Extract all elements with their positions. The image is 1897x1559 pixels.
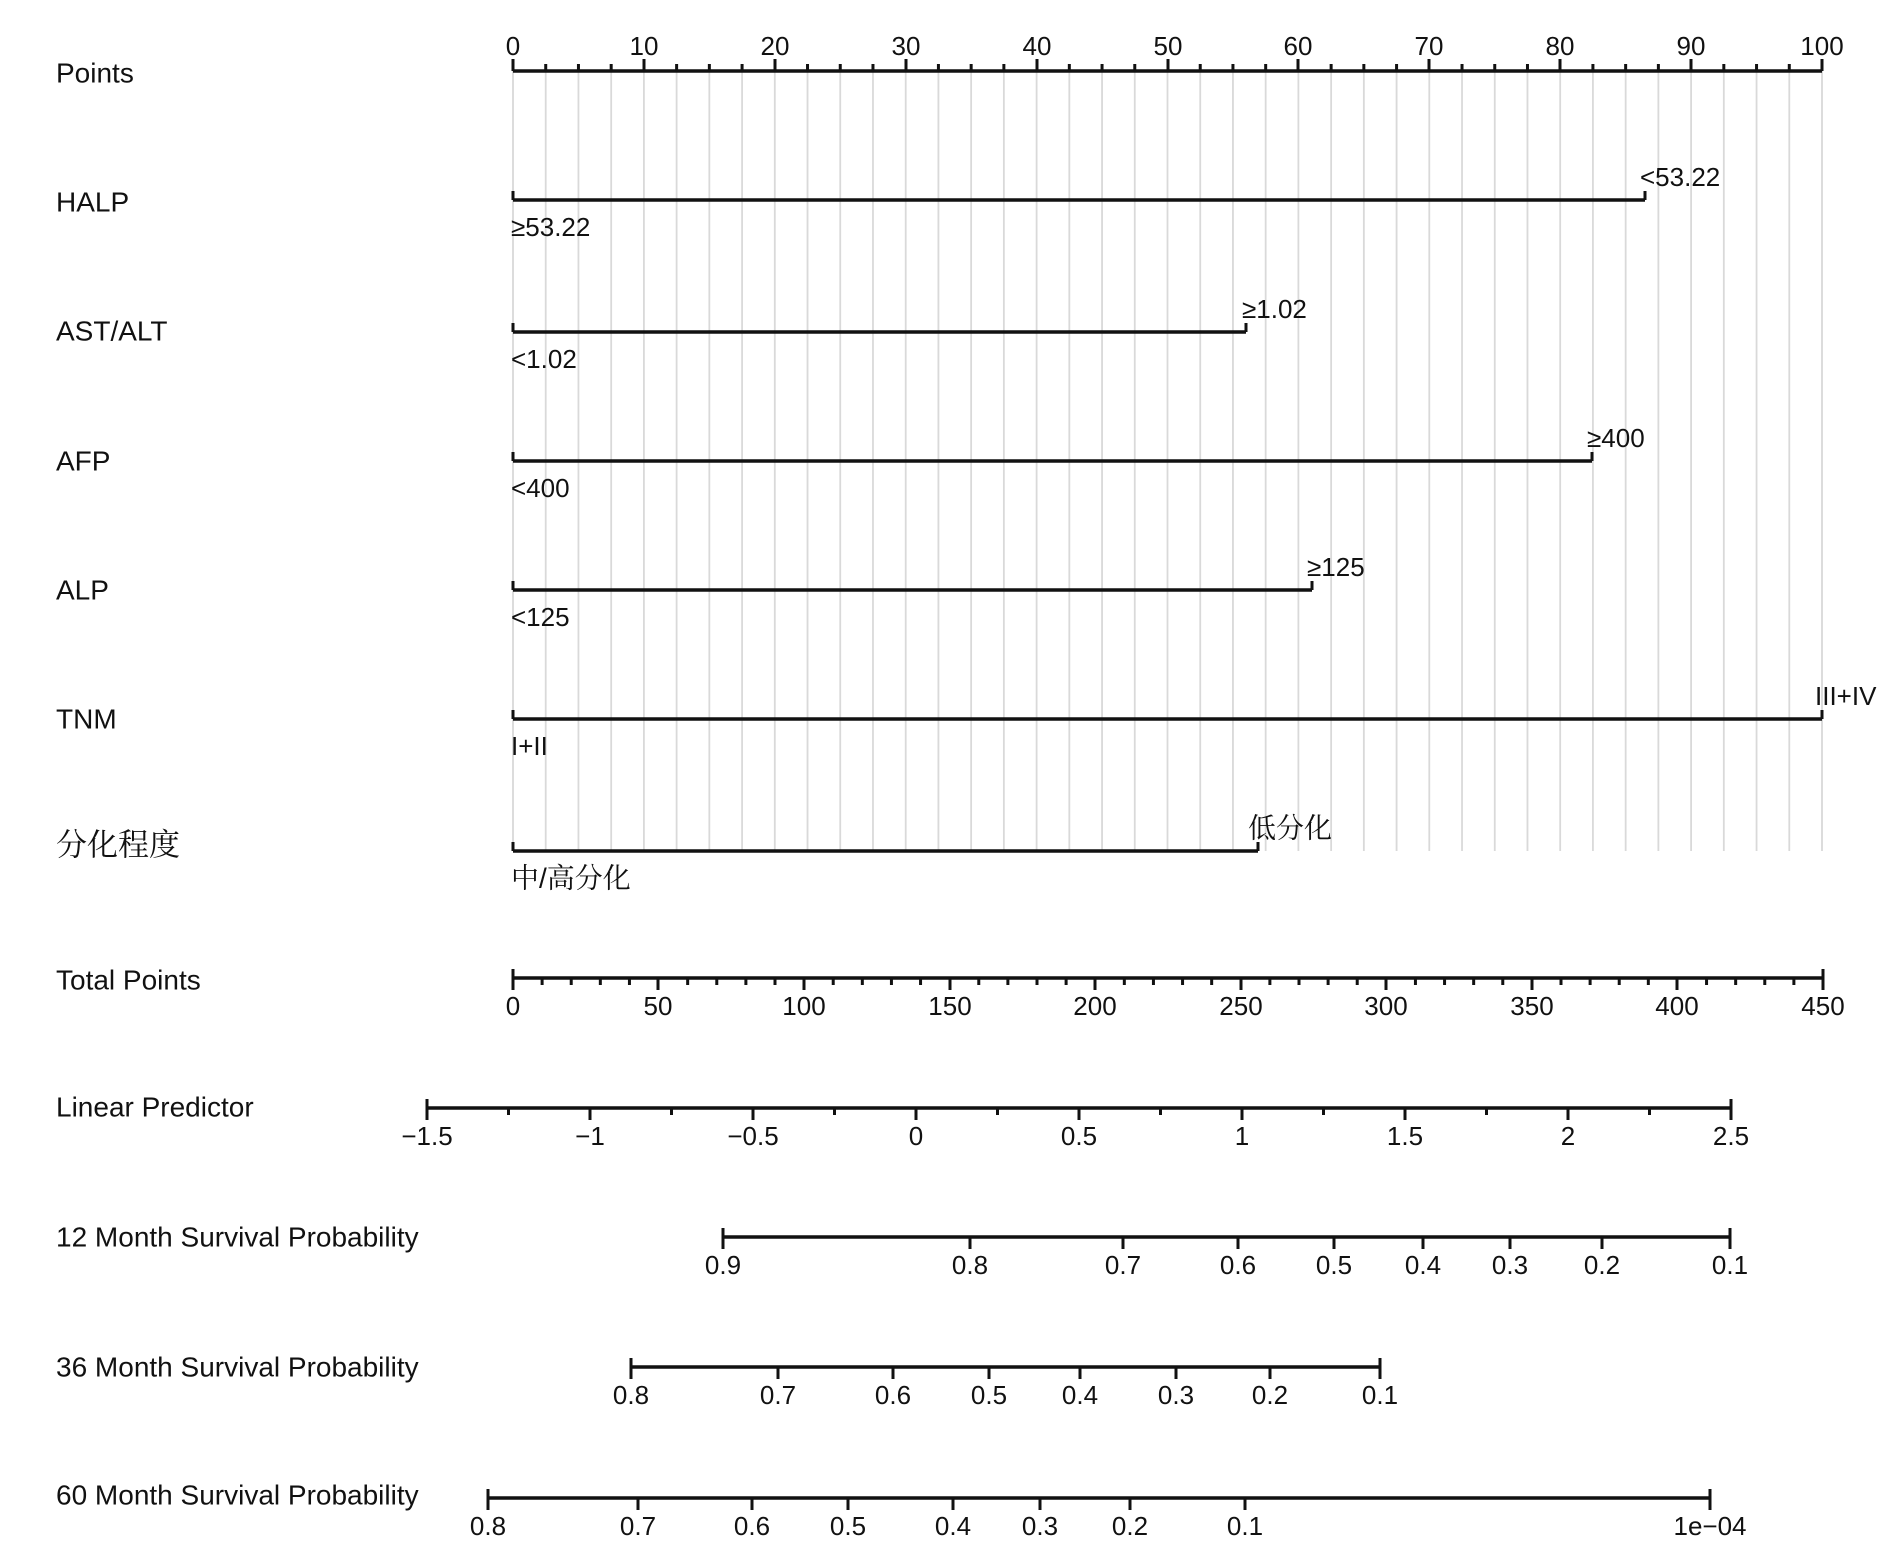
survival-12-tick-label: 0.8 — [951, 1250, 989, 1280]
points-tick-label: 70 — [1414, 31, 1444, 61]
ast-alt-high-label: ≥1.02 — [1242, 294, 1307, 324]
survival-36-tick-label: 0.2 — [1251, 1380, 1289, 1410]
row-halp — [56, 162, 1720, 242]
survival-60-tick-label: 0.7 — [619, 1511, 657, 1541]
points-tick-label: 10 — [629, 31, 659, 61]
total-points-tick-label: 200 — [1073, 991, 1117, 1021]
points-tick-label: 0 — [505, 31, 521, 61]
survival-36-tick-label: 0.5 — [970, 1380, 1008, 1410]
axis-title-ast-alt: AST/ALT — [56, 315, 168, 347]
linear-predictor-tick-label: 1 — [1234, 1121, 1250, 1151]
linear-predictor-tick-label: 0 — [908, 1121, 924, 1151]
survival-36-tick-label: 0.4 — [1061, 1380, 1099, 1410]
total-points-tick-label: 300 — [1364, 991, 1408, 1021]
survival-36-tick-label: 0.7 — [759, 1380, 797, 1410]
linear-predictor-tick-label: −1.5 — [401, 1121, 453, 1151]
axis-title-points: Points — [56, 57, 134, 89]
points-tick-label: 50 — [1153, 31, 1183, 61]
axis-title-total-points: Total Points — [56, 964, 201, 996]
axis-title-afp: AFP — [56, 445, 111, 477]
row-linear-predictor — [56, 1092, 1749, 1152]
row-afp — [56, 423, 1645, 503]
points-tick-label: 40 — [1022, 31, 1052, 61]
linear-predictor-tick-label: −1 — [575, 1121, 605, 1151]
survival-60-tick-label: 0.5 — [829, 1511, 867, 1541]
points-tick-label: 30 — [891, 31, 921, 61]
axis-title-differentiation: 分化程度 — [56, 827, 180, 863]
halp-low-label: ≥53.22 — [511, 212, 591, 242]
row-survival-36 — [56, 1352, 1398, 1411]
total-points-tick-label: 150 — [928, 991, 972, 1021]
row-survival-60 — [56, 1480, 1747, 1542]
total-points-tick-label: 100 — [782, 991, 826, 1021]
linear-predictor-tick-label: −0.5 — [727, 1121, 779, 1151]
row-total-points — [56, 965, 1845, 1022]
afp-high-label: ≥400 — [1587, 423, 1645, 453]
differentiation-high-label: 低分化 — [1248, 812, 1333, 844]
axis-title-survival-60: 60 Month Survival Probability — [56, 1479, 419, 1511]
survival-12-tick-label: 0.1 — [1711, 1250, 1749, 1280]
tnm-low-label: I+II — [511, 731, 548, 761]
axis-title-alp: ALP — [56, 574, 109, 606]
row-ast-alt — [56, 294, 1307, 374]
survival-60-tick-label: 0.3 — [1021, 1511, 1059, 1541]
row-differentiation — [56, 813, 1332, 894]
survival-60-tick-label: 0.1 — [1226, 1511, 1264, 1541]
halp-high-label: <53.22 — [1640, 162, 1721, 192]
afp-low-label: <400 — [511, 473, 570, 503]
points-tick-label: 20 — [760, 31, 790, 61]
points-tick-label: 90 — [1676, 31, 1706, 61]
survival-60-tick-label: 0.8 — [469, 1511, 507, 1541]
survival-60-tick-label: 0.2 — [1111, 1511, 1149, 1541]
survival-12-tick-label: 0.6 — [1219, 1250, 1257, 1280]
total-points-tick-label: 50 — [643, 991, 673, 1021]
axis-title-halp: HALP — [56, 186, 130, 218]
survival-36-tick-label: 0.8 — [612, 1380, 650, 1410]
alp-high-label: ≥125 — [1307, 552, 1365, 582]
row-points — [56, 31, 1844, 89]
total-points-tick-label: 250 — [1219, 991, 1263, 1021]
survival-12-tick-label: 0.7 — [1104, 1250, 1142, 1280]
survival-36-tick-label: 0.3 — [1157, 1380, 1195, 1410]
axis-title-survival-36: 36 Month Survival Probability — [56, 1351, 419, 1383]
points-tick-label: 100 — [1800, 31, 1844, 61]
points-tick-label: 80 — [1545, 31, 1575, 61]
total-points-tick-label: 450 — [1801, 991, 1845, 1021]
alp-low-label: <125 — [511, 602, 570, 632]
total-points-tick-label: 0 — [505, 991, 521, 1021]
survival-12-tick-label: 0.5 — [1315, 1250, 1353, 1280]
survival-60-tick-label: 1e−04 — [1673, 1511, 1747, 1541]
axis-title-tnm: TNM — [56, 703, 117, 735]
survival-12-tick-label: 0.2 — [1583, 1250, 1621, 1280]
tnm-high-label: III+IV — [1815, 681, 1877, 711]
survival-12-tick-label: 0.9 — [704, 1250, 742, 1280]
survival-12-tick-label: 0.4 — [1404, 1250, 1442, 1280]
survival-60-tick-label: 0.4 — [934, 1511, 972, 1541]
axis-title-linear-predictor: Linear Predictor — [56, 1091, 254, 1123]
total-points-tick-label: 400 — [1655, 991, 1699, 1021]
survival-12-tick-label: 0.3 — [1491, 1250, 1529, 1280]
total-points-tick-label: 350 — [1510, 991, 1554, 1021]
ast-alt-low-label: <1.02 — [511, 344, 577, 374]
points-tick-label: 60 — [1283, 31, 1313, 61]
linear-predictor-tick-label: 2.5 — [1712, 1121, 1750, 1151]
linear-predictor-tick-label: 0.5 — [1060, 1121, 1098, 1151]
survival-60-tick-label: 0.6 — [733, 1511, 771, 1541]
linear-predictor-tick-label: 1.5 — [1386, 1121, 1424, 1151]
axis-title-survival-12: 12 Month Survival Probability — [56, 1221, 419, 1253]
row-survival-12 — [56, 1222, 1748, 1281]
differentiation-low-label: 中/高分化 — [511, 862, 631, 894]
row-tnm — [56, 681, 1877, 761]
survival-36-tick-label: 0.1 — [1361, 1380, 1399, 1410]
survival-36-tick-label: 0.6 — [874, 1380, 912, 1410]
linear-predictor-tick-label: 2 — [1560, 1121, 1576, 1151]
